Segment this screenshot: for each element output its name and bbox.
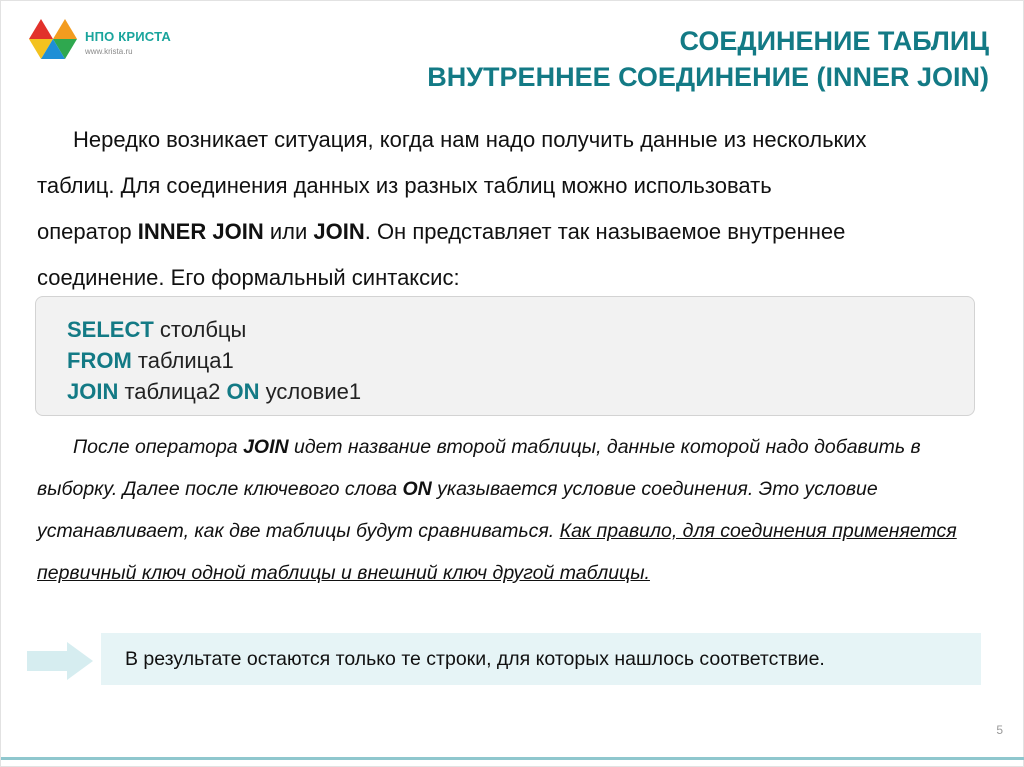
logo-triangles-icon	[23, 15, 81, 61]
code-keyword-join: JOIN	[67, 379, 119, 404]
intro-paragraph	[37, 117, 867, 301]
intro-text-3: . Он представляет так называемое внутреннее соединение. Его формальный синтаксис:	[37, 219, 846, 290]
page-number: 5	[996, 723, 1003, 737]
explain-text-2: идет название второй таблицы, данные которой надо добавить в выборку. Далее после ключевого слова	[37, 436, 921, 500]
code-text-table2: таблица2	[118, 379, 227, 404]
title-line-2: ВНУТРЕННЕЕ СОЕДИНЕНИЕ (INNER JOIN)	[427, 62, 989, 92]
logo-url: www.krista.ru	[85, 47, 133, 56]
code-text-table1: таблица1	[131, 348, 234, 373]
code-text-columns: столбцы	[153, 317, 247, 342]
bottom-divider	[1, 757, 1024, 760]
code-keyword-select: SELECT	[67, 317, 154, 342]
explain-keyword-join: JOIN	[243, 436, 289, 458]
explain-text-1: После оператора	[73, 436, 244, 458]
intro-keyword-join: JOIN	[313, 219, 365, 244]
code-line-1	[67, 314, 974, 345]
logo	[23, 15, 183, 63]
logo-name: НПО КРИСТА	[85, 29, 171, 44]
intro-text-2: или	[263, 219, 314, 244]
code-text-condition: условие1	[259, 379, 362, 404]
code-line-2	[67, 345, 974, 376]
explain-underlined-text: Как правило, для соединения применяется первичный ключ одной таблицы и внешний ключ другой таблицы.	[37, 520, 957, 584]
explanation-paragraph	[37, 426, 987, 594]
title-line-1: СОЕДИНЕНИЕ ТАБЛИЦ	[679, 26, 989, 56]
code-line-3	[67, 376, 974, 407]
arrow-right-icon	[27, 642, 95, 680]
intro-keyword-inner-join: INNER JOIN	[137, 219, 264, 244]
result-text: В результате остаются только те строки, для которых нашлось соответствие.	[125, 648, 825, 670]
slide-title	[427, 23, 989, 95]
explain-keyword-on: ON	[402, 478, 432, 500]
code-keyword-from: FROM	[67, 348, 132, 373]
explain-text-3: указывается условие соединения. Это условие устанавливает, как две таблицы будут сравниваться.	[37, 478, 878, 542]
intro-text-1: Нередко возникает ситуация, когда нам надо получить данные из нескольких таблиц. Для соединения данных из разных таблиц можно использовать оператор	[37, 127, 867, 244]
syntax-code-block	[35, 296, 975, 416]
code-keyword-on: ON	[226, 379, 260, 404]
result-callout	[101, 633, 981, 685]
